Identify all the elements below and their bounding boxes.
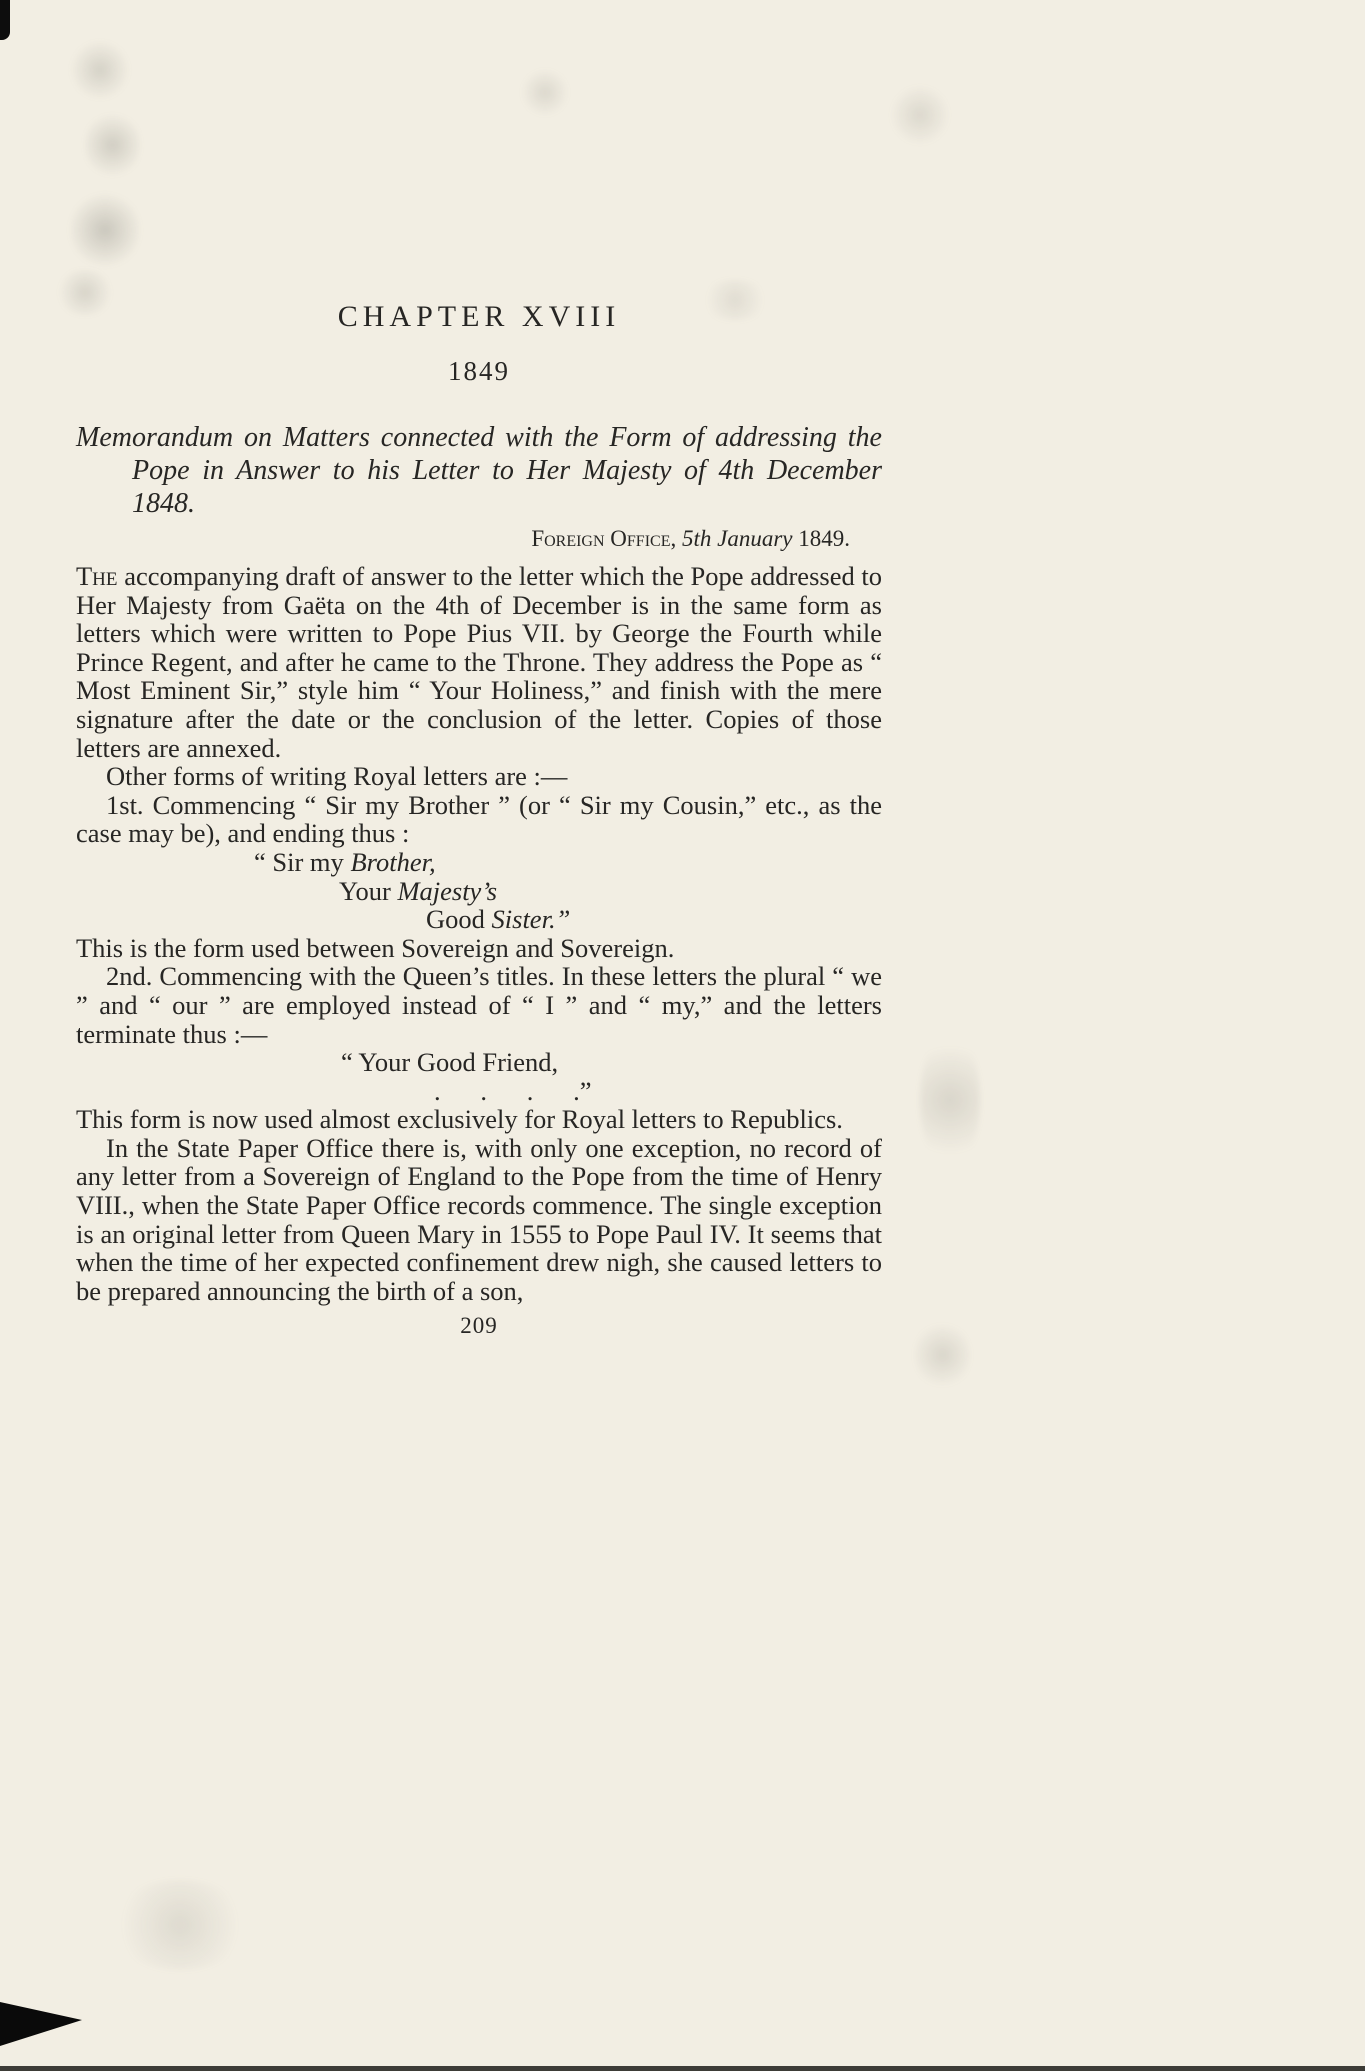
scan-smudge — [110, 1880, 250, 1970]
scan-artifact-top-left — [0, 0, 10, 40]
scan-smudge — [85, 110, 140, 180]
dateline-office: Foreign Office, — [531, 526, 677, 551]
salutation-line-3-italic: Sister.” — [491, 904, 571, 935]
year-heading: 1849 — [448, 356, 510, 386]
scan-artifact-bottom-edge — [0, 2066, 1365, 2071]
paragraph-intro-text: accompanying draft of answer to the letter which the Pope addressed to Her Majesty from Gaëta on the 4th of December is in the same form as letters which were written to Pope Pius VII. by George the Fourth while Prince Regent, and after he came to the Throne. They address the Pope as “ Most Eminent Sir,” style him “ Your Holiness,” and finish with the mere signature after the date or the conclusion of the letter. Copies of those letters are annexed. — [76, 561, 882, 763]
scan-smudge — [70, 40, 130, 100]
dateline-date: 5th January — [681, 526, 793, 551]
dateline-year: 1849. — [798, 526, 850, 551]
paragraph-lead-word: The — [76, 561, 118, 591]
scan-artifact-bottom-left — [0, 2002, 82, 2046]
paragraph-intro — [76, 562, 882, 762]
salutation-line-2-prefix: Your — [339, 875, 391, 906]
salutation-line-3 — [76, 905, 882, 934]
paragraph-republics: This form is now used almost exclusively for Royal letters to Republics. — [76, 1104, 843, 1135]
salutation-line-1-italic: Brother, — [350, 846, 436, 877]
scan-smudge — [915, 1320, 970, 1390]
page-number: 209 — [460, 1313, 498, 1339]
salutation-line-2 — [76, 877, 882, 906]
dateline — [76, 526, 882, 552]
salutation-line-1-prefix: “ Sir my — [254, 846, 344, 877]
paragraph-second-form: 2nd. Commencing with the Queen’s titles. In these letters the plural “ we ” and “ our ” are employed instead of “ I ” and “ my,” and the letters terminate thus :— — [76, 961, 882, 1049]
scan-smudge — [920, 1030, 980, 1170]
memorandum-title: Memorandum on Matters connected with the Form of addressing the Pope in Answer to his Letter to Her Majesty of 4th December 1848. — [76, 422, 882, 519]
paragraph-sovereign-form: This is the form used between Sovereign and Sovereign. — [76, 932, 675, 963]
scan-smudge — [890, 85, 950, 145]
paragraph-other-forms: Other forms of writing Royal letters are :— — [106, 761, 568, 792]
salutation-line-2-italic: Majesty’s — [397, 875, 498, 906]
chapter-heading: CHAPTER XVIII — [337, 300, 621, 333]
paragraph-state-paper-office: In the State Paper Office there is, with only one exception, no record of any letter from a Sovereign of England to the Pope from the time of Henry VIII., when the State Paper Office records commence. The single exception is an original letter from Queen Mary in 1555 to Pope Paul IV. It seems that when the time of her expected confinement drew nigh, she caused letters to be prepared announcing the birth of a son, — [76, 1132, 882, 1306]
salutation-line-3-prefix: Good — [426, 904, 485, 935]
text-column — [76, 300, 882, 1339]
paragraph-first-form: 1st. Commencing “ Sir my Brother ” (or “ Sir my Cousin,” etc., as the case may be), and ending thus : — [76, 789, 882, 849]
scan-smudge — [70, 190, 140, 270]
scan-smudge — [520, 70, 570, 115]
salutation-line-1 — [76, 848, 882, 877]
closing-line-1: “ Your Good Friend, — [341, 1047, 559, 1078]
closing-line-dots: . . . .” — [434, 1075, 592, 1106]
